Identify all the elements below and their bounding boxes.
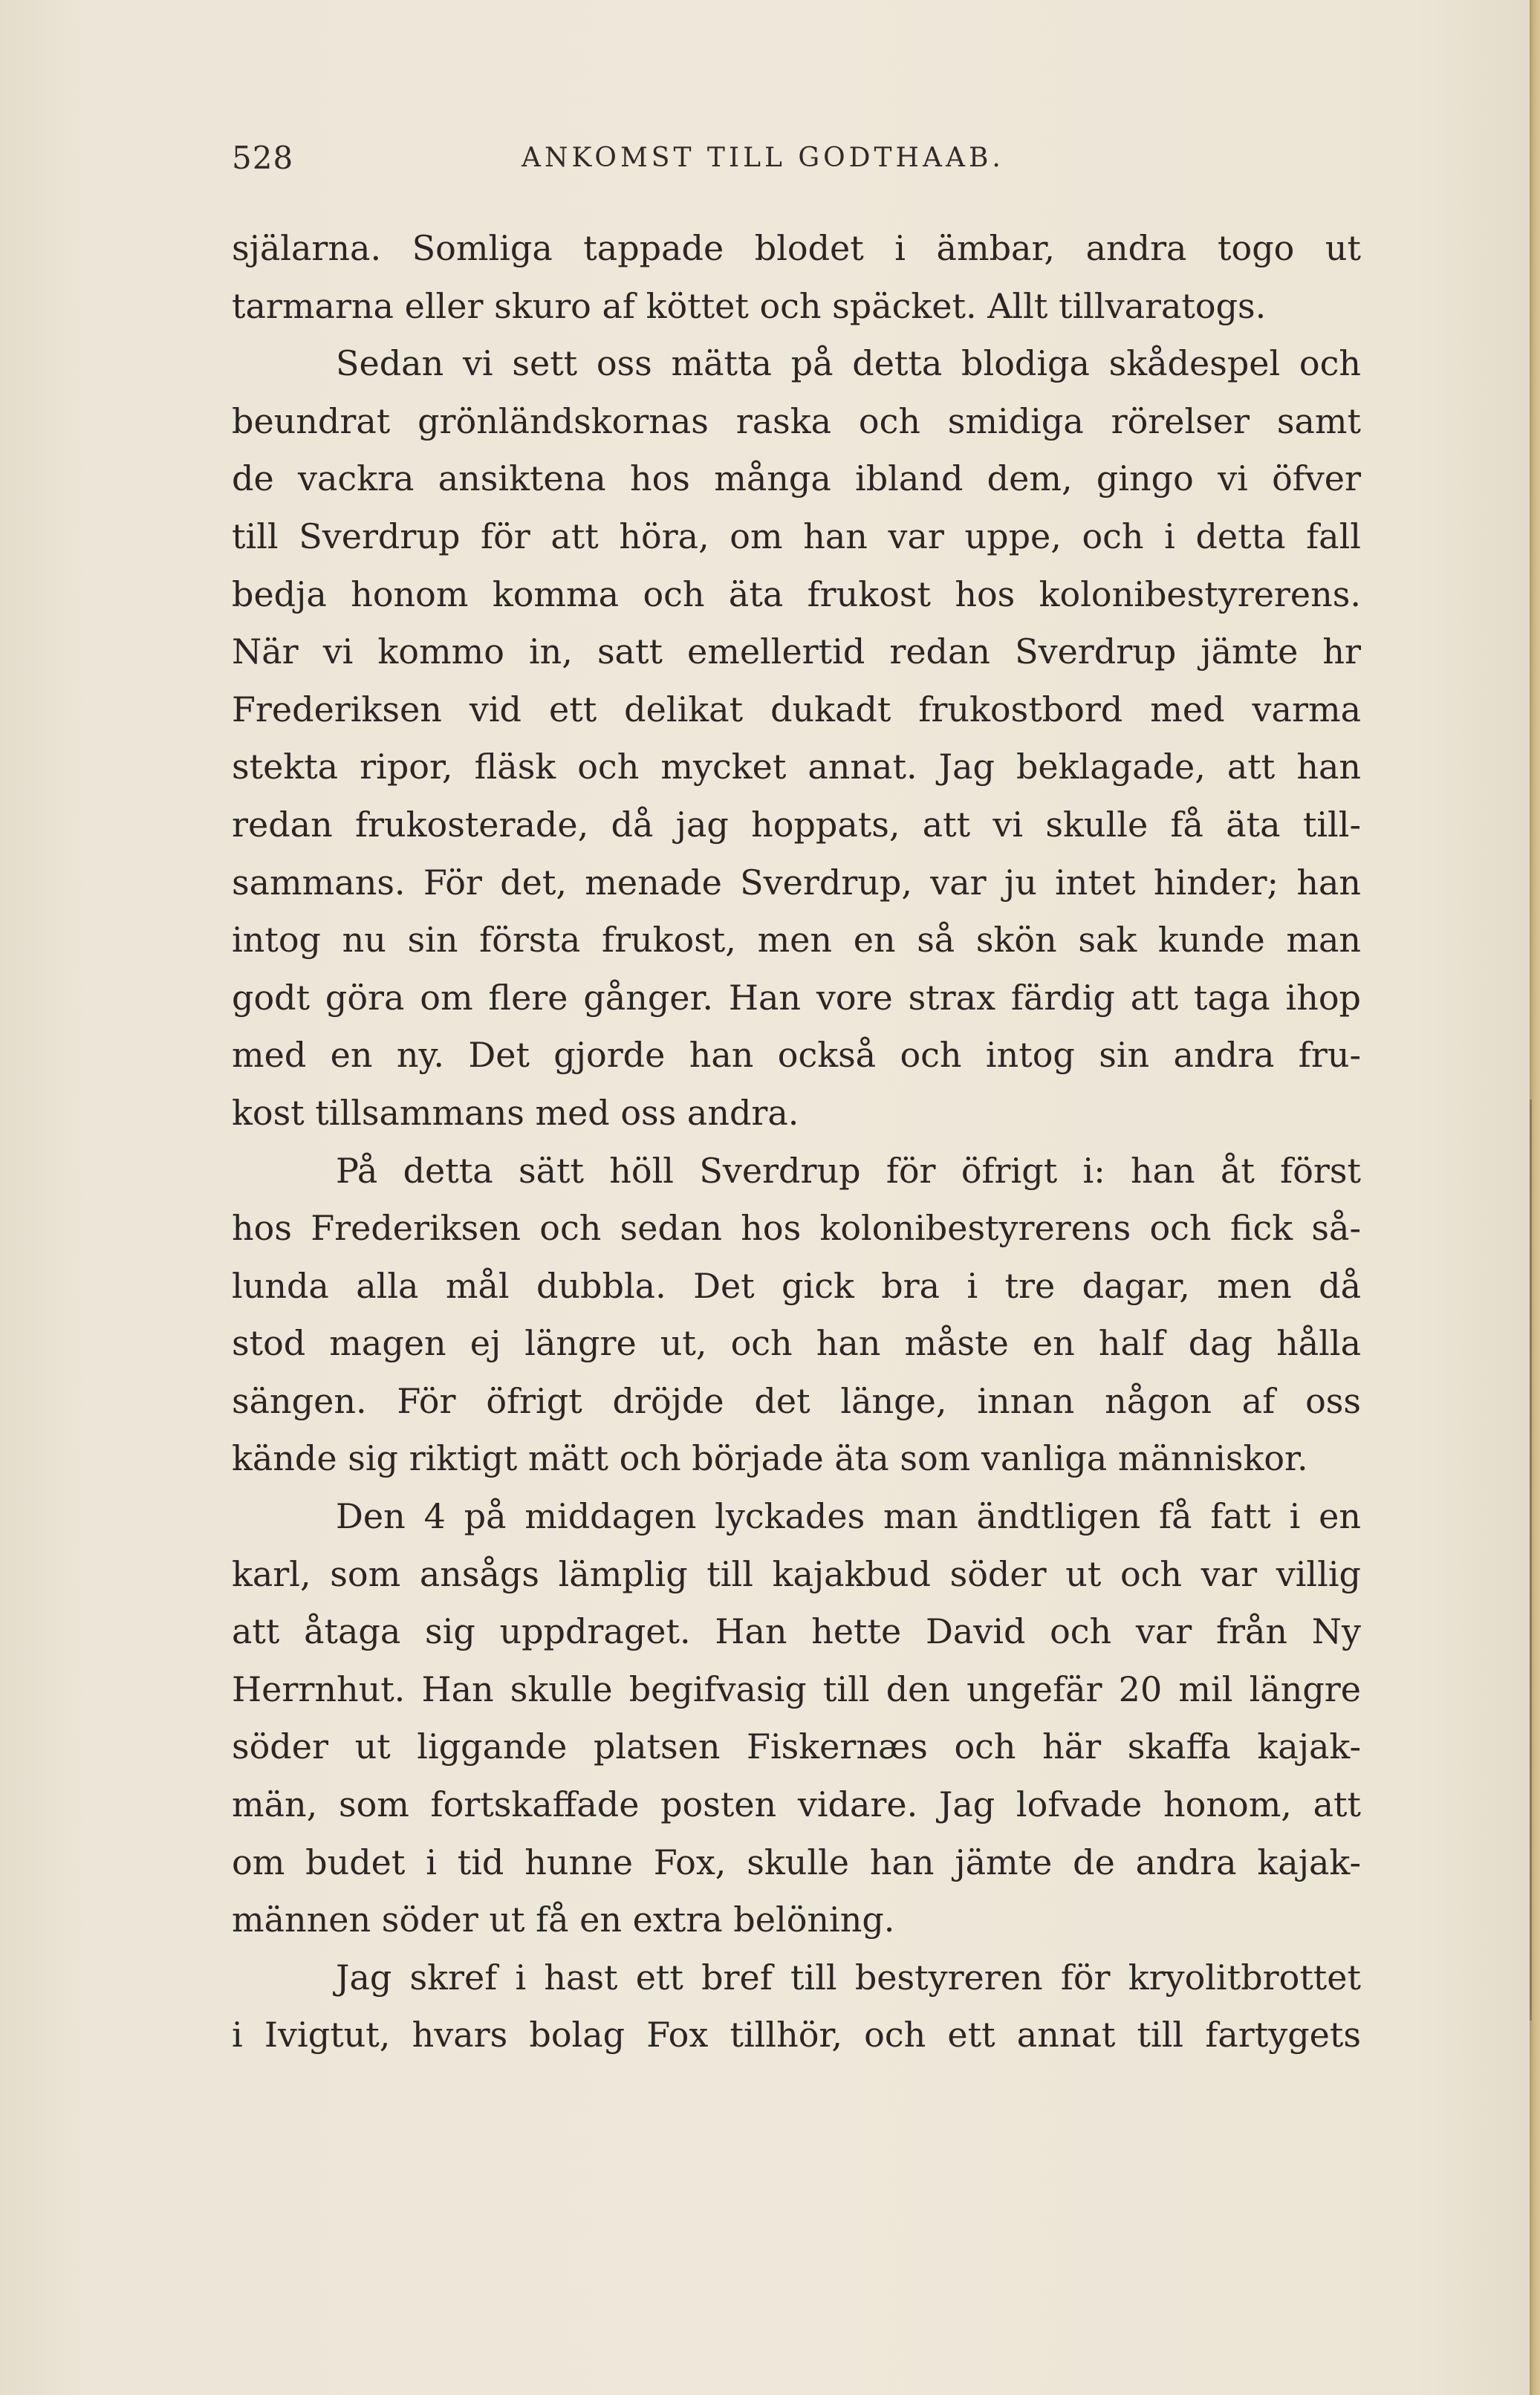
text-line: bedja honom komma och äta frukost hos kolonibestyrerens. bbox=[232, 573, 1361, 614]
text-line: hos Frederiksen och sedan hos kolonibestyrerens och fick så- bbox=[232, 1208, 1361, 1249]
paragraph-start-line: Sedan vi sett oss mätta på detta blodiga skådespel och bbox=[336, 343, 1361, 384]
text-line: När vi kommo in, satt emellertid redan Sverdrup jämte hr bbox=[232, 631, 1361, 672]
page-header bbox=[232, 140, 1354, 192]
text-line: att åtaga sig uppdraget. Han hette David och var från Ny bbox=[232, 1611, 1361, 1652]
paragraph-start-line: Jag skref i hast ett bref till bestyreren för kryolitbrottet bbox=[336, 1957, 1361, 1998]
page-edge-shadow bbox=[1530, 1099, 1532, 2021]
text-line: män, som fortskaffade posten vidare. Jag lofvade honom, att bbox=[232, 1784, 1361, 1825]
text-line: intog nu sin första frukost, men en så skön sak kunde man bbox=[232, 920, 1361, 961]
text-line: själarna. Somliga tappade blodet i ämbar, andra togo ut bbox=[232, 228, 1361, 268]
text-line: tarmarna eller skuro af köttet och späcket. Allt tillvaratogs. bbox=[232, 285, 1267, 326]
paragraph-start-line: Den 4 på middagen lyckades man ändtligen få fatt i en bbox=[336, 1496, 1361, 1537]
text-line: karl, som ansågs lämplig till kajakbud söder ut och var villig bbox=[232, 1553, 1361, 1594]
paragraph-start-line: På detta sätt höll Sverdrup för öfrigt i: han åt först bbox=[336, 1150, 1361, 1191]
running-head: ANKOMST TILL GODTHAAB. bbox=[522, 143, 1004, 173]
text-line: beundrat grönländskornas raska och smidiga rörelser samt bbox=[232, 400, 1361, 441]
body-text bbox=[232, 220, 1361, 2064]
text-line: söder ut liggande platsen Fiskernæs och här skaffa kajak- bbox=[232, 1726, 1361, 1767]
text-line: sängen. För öfrigt dröjde det länge, innan någon af oss bbox=[232, 1380, 1361, 1421]
text-line: de vackra ansiktena hos många ibland dem, gingo vi öfver bbox=[232, 458, 1361, 499]
text-line: med en ny. Det gjorde han också och intog sin andra fru- bbox=[232, 1035, 1361, 1076]
text-line: stekta ripor, fläsk och mycket annat. Jag beklagade, att han bbox=[232, 747, 1361, 787]
text-line: i Ivigtut, hvars bolag Fox tillhör, och ett annat till fartygets bbox=[232, 2015, 1361, 2056]
text-line: männen söder ut få en extra belöning. bbox=[232, 1900, 895, 1940]
text-line: Herrnhut. Han skulle begifvasig till den ungefär 20 mil längre bbox=[232, 1668, 1361, 1709]
text-line: redan frukosterade, då jag hoppats, att vi skulle få äta till- bbox=[232, 804, 1361, 845]
text-line: stod magen ej längre ut, och han måste en half dag hålla bbox=[232, 1323, 1361, 1364]
text-line: godt göra om flere gånger. Han vore strax färdig att taga ihop bbox=[232, 977, 1361, 1018]
text-line: om budet i tid hunne Fox, skulle han jämte de andra kajak- bbox=[232, 1842, 1361, 1882]
text-line: kände sig riktigt mätt och började äta som vanliga människor. bbox=[232, 1438, 1308, 1479]
text-line: kost tillsammans med oss andra. bbox=[232, 1092, 799, 1133]
text-line: lunda alla mål dubbla. Det gick bra i tre dagar, men då bbox=[232, 1265, 1361, 1306]
text-line: till Sverdrup för att höra, om han var uppe, och i detta fall bbox=[232, 516, 1361, 556]
page-number: 528 bbox=[232, 140, 294, 176]
text-line: Frederiksen vid ett delikat dukadt frukostbord med varma bbox=[232, 689, 1361, 729]
text-line: sammans. För det, menade Sverdrup, var ju intet hinder; han bbox=[232, 862, 1361, 903]
